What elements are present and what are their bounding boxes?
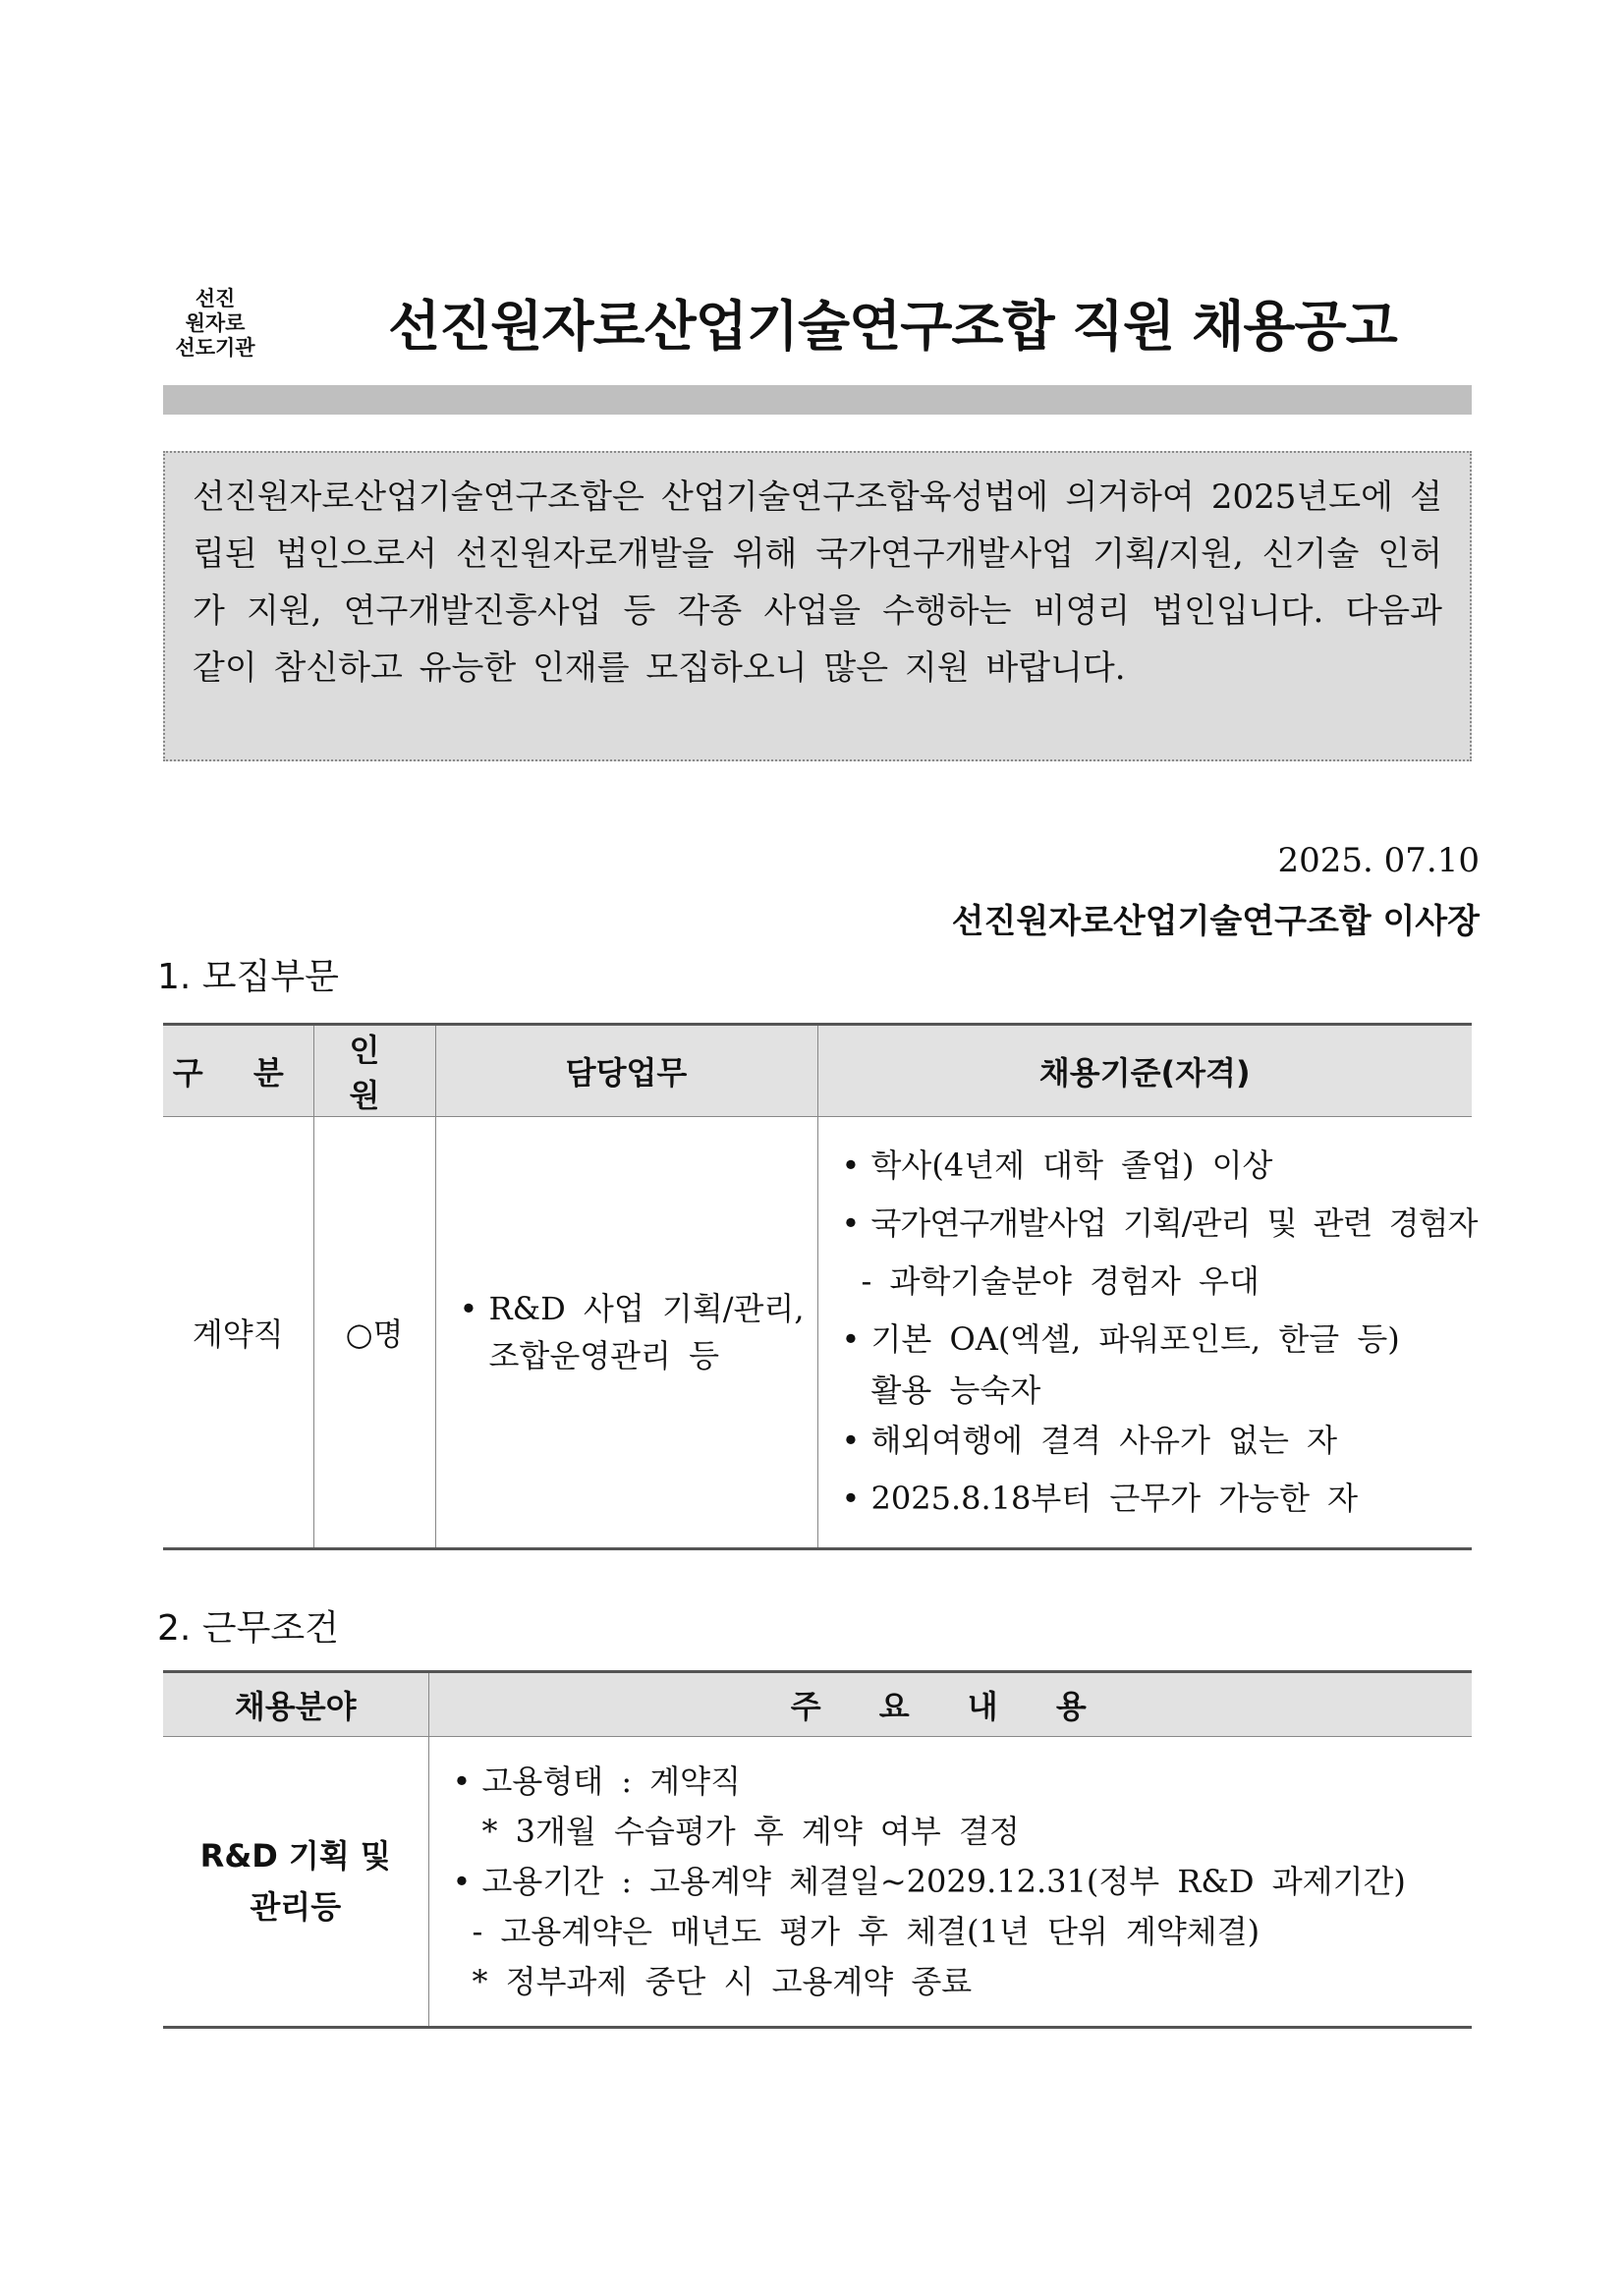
table-row <box>163 1737 1472 2028</box>
condition-note: * 3개월 수습평가 후 계약 여부 결정 <box>481 1812 1020 1850</box>
condition-sub-item: - 고용계약은 매년도 평가 후 체결(1년 단위 계약체결) <box>472 1912 1260 1950</box>
duty-line-1: • R&D 사업 기획/관리, <box>450 1285 817 1332</box>
document-title: 선진원자로산업기술연구조합 직원 채용공고 <box>388 295 1397 358</box>
duties-cell <box>435 1117 817 1549</box>
criteria-item: • 해외여행에 결격 사유가 없는 자 <box>832 1412 1473 1470</box>
table-header-row <box>163 1672 1472 1737</box>
header-headcount: 인 원 <box>313 1025 435 1117</box>
category-cell: 계약직 <box>163 1117 313 1549</box>
criteria-item-continued: 활용 능숙자 <box>870 1372 1041 1409</box>
intro-box <box>163 451 1472 761</box>
header-criteria: 채용기준(자격) <box>817 1025 1472 1117</box>
table-header-row <box>163 1025 1472 1117</box>
announcement-date: 2025. 07.10 <box>1277 841 1480 880</box>
org-logo <box>157 287 273 361</box>
logo-line-3: 선도기관 <box>175 336 255 360</box>
intro-text: 선진원자로산업기술연구조합은 산업기술연구조합육성법에 의거하여 2025년도에 설립된 법인으로서 선진원자로개발을 위해 국가연구개발사업 기획/지원, 신기술 인허가 지원, 연구개발진흥사업 등 각종 사업을 수행하는 비영리 법인입니다. 다음과 같이 참신하고 유능한 인재를 모집하오니 많은 지원 바랍니다. <box>193 477 1442 688</box>
field-line-2: 관리등 <box>250 1888 342 1926</box>
criteria-item: • 2025.8.18부터 근무가 가능한 자 <box>832 1470 1473 1528</box>
criteria-sub-item: - 과학기술분야 경험자 우대 <box>861 1262 1260 1300</box>
condition-item: • 고용형태 : 계약직 <box>443 1757 1473 1807</box>
criteria-cell <box>817 1117 1478 1549</box>
logo-line-1: 선진 <box>195 287 236 310</box>
section-heading-conditions: 2. 근무조건 <box>157 1608 339 1649</box>
title-divider-bar <box>163 385 1472 415</box>
header-content: 주 요 내 용 <box>428 1672 1472 1737</box>
criteria-item: • 기본 OA(엑셀, 파워포인트, 한글 등) <box>832 1311 1473 1369</box>
logo-line-2: 원자로 <box>185 311 246 335</box>
signer: 선진원자로산업기술연구조합 이사장 <box>951 902 1480 941</box>
header-category: 구 분 <box>163 1025 313 1117</box>
section-heading-recruitment: 1. 모집부문 <box>157 957 339 997</box>
condition-note: * 정부과제 중단 시 고용계약 종료 <box>472 1962 973 2000</box>
conditions-table <box>163 1670 1472 2029</box>
criteria-item: • 국가연구개발사업 기획/관리 및 관련 경험자 <box>832 1195 1473 1253</box>
header-duties: 담당업무 <box>435 1025 817 1117</box>
duty-line-2: 조합운영관리 등 <box>488 1337 720 1374</box>
table-row <box>163 1117 1472 1549</box>
header-field: 채용분야 <box>163 1672 428 1737</box>
field-line-1: R&D 기획 및 <box>199 1837 391 1875</box>
criteria-item: • 학사(4년제 대학 졸업) 이상 <box>832 1137 1473 1195</box>
conditions-content-cell <box>428 1737 1472 2028</box>
headcount-cell: ○명 <box>313 1117 435 1549</box>
field-cell <box>163 1737 428 2028</box>
condition-item: • 고용기간 : 고용계약 체결일~2029.12.31(정부 R&D 과제기간) <box>443 1857 1473 1907</box>
recruitment-table <box>163 1023 1478 1550</box>
